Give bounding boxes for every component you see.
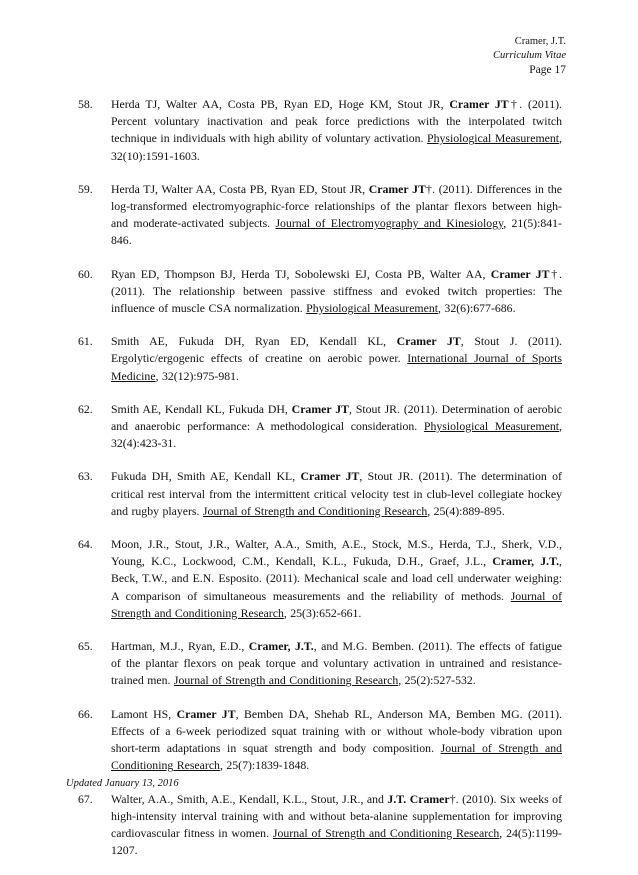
publication-entry: [78, 791, 562, 860]
entry-citation: , 21(5):841-846.: [111, 216, 562, 248]
publication-entry: [78, 468, 562, 520]
entry-highlight-author: Cramer JT: [396, 334, 461, 349]
entry-journal: Physiological Measurement: [423, 419, 560, 434]
entry-number: 67.: [78, 791, 93, 806]
entry-highlight-author: Cramer JT: [176, 706, 236, 721]
publication-list: [78, 96, 563, 875]
entry-number: 61.: [78, 334, 93, 349]
entry-highlight-author: Cramer JT: [449, 97, 509, 111]
entry-number: 66.: [78, 706, 93, 721]
entry-number: 59.: [78, 181, 93, 196]
entry-citation: , 25(2):527-532.: [398, 673, 476, 688]
document-type: Curriculum Vitae: [492, 50, 566, 61]
entry-number: 65.: [78, 639, 93, 654]
entry-title: †. (2011). The relationship between passive stiffness and evoked twitch properties: The influence of muscle CSA normalization.: [111, 266, 562, 316]
publication-entry: [78, 401, 562, 453]
entry-title: , Bemben DA, Shehab RL, Anderson MA, Bemben MG. (2011). Effects of a 6-week periodized squat training with or without whole-body vibration upon short-term adaptations in squat strength and body composition.: [111, 706, 562, 756]
page-number: Page 17: [529, 64, 566, 76]
entry-citation: , 25(7):1839-1848.: [219, 758, 310, 773]
entry-citation: , 32(4):423-31.: [111, 419, 562, 451]
entry-authors: Hartman, M.J., Ryan, E.D.,: [111, 639, 249, 654]
page-header: [493, 35, 566, 77]
entry-citation: , 32(10):1591-1603.: [111, 131, 562, 163]
entry-authors: Smith AE, Kendall KL, Fukuda DH,: [111, 401, 292, 416]
entry-authors: Ryan ED, Thompson BJ, Herda TJ, Sobolewski EJ, Costa PB, Walter AA,: [111, 266, 491, 281]
entry-citation: , 25(3):652-661.: [283, 605, 362, 620]
entry-journal: Journal of Electromyography and Kinesiology: [275, 216, 504, 231]
entry-citation: , 24(5):1199-1207.: [111, 825, 562, 858]
entry-citation: , 32(12):975-981.: [155, 368, 239, 383]
author-name: Cramer, J.T.: [514, 36, 566, 47]
publication-entry: [78, 181, 562, 250]
publication-entry: [78, 706, 562, 775]
entry-highlight-author: Cramer JT: [300, 469, 360, 484]
entry-title: , and M.G. Bemben. (2011). The effects of fatigue of the plantar flexors on peak torque and voluntary activation in untrained and resistance-trained men.: [111, 639, 562, 688]
entry-title: †. (2011). Differences in the log-transformed electromyographic-force relationships of the plantar flexors between high- and moderate-activated subjects.: [111, 181, 562, 231]
publication-entry: [78, 266, 562, 318]
entry-journal: Physiological Measurement: [306, 301, 439, 316]
entry-journal: Journal of Strength and Conditioning Research: [111, 741, 562, 773]
entry-number: 60.: [78, 266, 93, 281]
entry-citation: , 32(6):677-686.: [438, 301, 516, 316]
entry-number: 63.: [78, 469, 93, 484]
publication-entry: [78, 333, 563, 385]
entry-title: , Beck, T.W., and E.N. Esposito. (2011). Mechanical scale and load cell underwater weighing: A comparison of simultaneous measurements and the reliability of methods.: [111, 554, 562, 603]
entry-highlight-author: Cramer, J.T.: [248, 639, 314, 654]
entry-journal: Journal of Strength and Conditioning Research: [272, 825, 500, 840]
entry-highlight-author: J.T. Cramer: [387, 791, 450, 806]
entry-highlight-author: Cramer, J.T.: [492, 554, 560, 569]
publication-entry: [78, 638, 562, 690]
entry-title: †. (2010). Six weeks of high-intensity interval training with and without beta-alanine supplementation for improving cardiovascular fitness in women.: [111, 791, 562, 840]
updated-date-footer: Updated January 13, 2016: [66, 778, 179, 789]
entry-authors: Fukuda DH, Smith AE, Kendall KL,: [111, 469, 301, 484]
entry-title: , Stout JR. (2011). Determination of aerobic and anaerobic performance: A methodological consideration.: [111, 401, 562, 434]
publication-entry: [78, 96, 562, 165]
publication-entry: [78, 536, 562, 622]
entry-authors: Walter, A.A., Smith, A.E., Kendall, K.L., Stout, J.R., and: [111, 791, 388, 806]
entry-journal: International Journal of Sports Medicine: [111, 351, 563, 383]
entry-journal: Journal of Strength and Conditioning Research: [173, 673, 399, 688]
entry-authors: Herda TJ, Walter AA, Costa PB, Ryan ED, Hoge KM, Stout JR,: [111, 97, 450, 111]
entry-authors: Moon, J.R., Stout, J.R., Walter, A.A., Smith, A.E., Stock, M.S., Herda, T.J., Sherk, V.D., Young, K.C., Lockwood, C.M., Kendall, K.L., Fukuda, D.H., Graef, J.L.,: [111, 537, 562, 569]
entry-number: 62.: [78, 401, 93, 416]
entry-journal: Physiological Measurement: [427, 131, 560, 146]
entry-authors: Herda TJ, Walter AA, Costa PB, Ryan ED, Stout JR,: [111, 181, 369, 196]
entry-authors: Smith AE, Fukuda DH, Ryan ED, Kendall KL,: [111, 334, 397, 349]
entry-number: 58.: [78, 97, 93, 111]
entry-title: †. (2011). Percent voluntary inactivation and peak force predictions with the interpolated twitch technique in individuals with high ability of voluntary activation.: [111, 97, 562, 146]
entry-citation: , 25(4):889-895.: [427, 503, 505, 518]
entry-highlight-author: Cramer JT: [368, 181, 426, 196]
entry-title: , Stout JR. (2011). The determination of critical rest interval from the intermittent critical velocity test in club-level collegiate hockey and rugby players.: [111, 469, 562, 518]
entry-journal: Journal of Strength and Conditioning Research: [111, 588, 562, 620]
entry-highlight-author: Cramer JT: [490, 266, 550, 281]
entry-authors: Lamont HS,: [111, 706, 177, 721]
entry-highlight-author: Cramer JT: [291, 401, 350, 416]
entry-journal: Journal of Strength and Conditioning Research: [202, 503, 428, 518]
entry-number: 64.: [78, 537, 93, 552]
entry-title: , Stout J. (2011). Ergolytic/ergogenic effects of creatine on aerobic power.: [111, 334, 562, 366]
